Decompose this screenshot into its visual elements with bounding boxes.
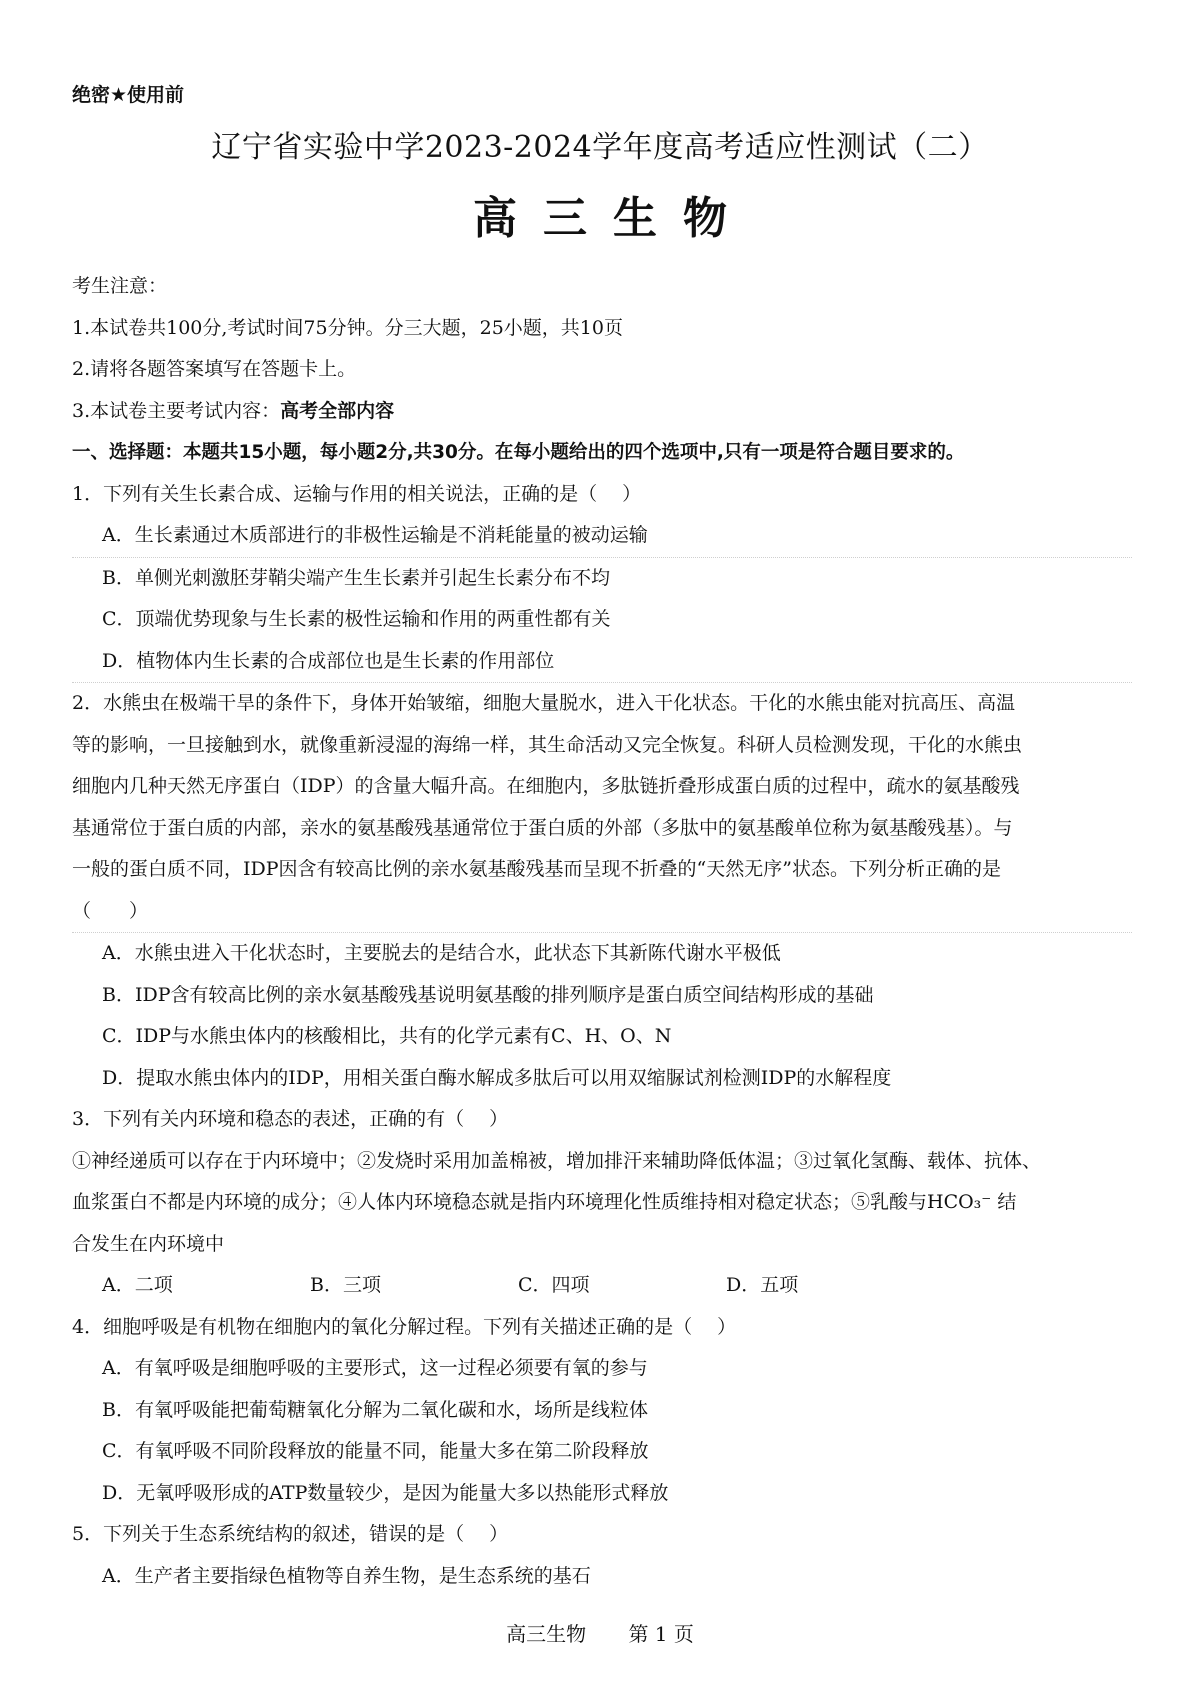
notice-item-3-prefix: 3.本试卷主要考试内容：: [72, 399, 281, 422]
question-4-option-c: C．有氧呼吸不同阶段释放的能量不同，能量大多在第二阶段释放: [102, 1440, 649, 1462]
confidential-mark: 绝密★使用前: [72, 84, 185, 106]
subject-title: 高三生物: [473, 193, 753, 244]
notice-heading: 考生注意：: [72, 275, 168, 297]
question-1-option-b: B．单侧光刺激胚芽鞘尖端产生生长素并引起生长素分布不均: [102, 566, 610, 589]
notice-item-1: 1.本试卷共100分,考试时间75分钟。分三大题，25小题，共10页: [72, 316, 623, 339]
question-2-option-d: D．提取水熊虫体内的IDP，用相关蛋白酶水解成多肽后可以用双缩脲试剂检测IDP的水解程度: [102, 1066, 892, 1089]
question-4-stem: 4．细胞呼吸是有机物在细胞内的氧化分解过程。下列有关描述正确的是（ ）: [72, 1315, 737, 1338]
question-3-body-line-3: 合发生在内环境中: [72, 1232, 225, 1255]
question-2-option-c: C．IDP与水熊虫体内的核酸相比，共有的化学元素有C、H、O、N: [102, 1025, 672, 1047]
question-2-stem-line-4: 基通常位于蛋白质的内部，亲水的氨基酸残基通常位于蛋白质的外部（多肽中的氨基酸单位称为氨基酸残基）。与: [72, 816, 1013, 839]
question-3-options: [72, 1265, 1132, 1307]
question-2-option-a: A．水熊虫进入干化状态时，主要脱去的是结合水，此状态下其新陈代谢水平极低: [102, 942, 781, 964]
question-4-option-b: B．有氧呼吸能把葡萄糖氧化分解为二氧化碳和水，场所是线粒体: [102, 1398, 648, 1421]
footer-subject: 高三生物: [506, 1622, 587, 1646]
question-3-body-line-1: ①神经递质可以存在于内环境中；②发烧时采用加盖棉被，增加排汗来辅助降低体温；③过氧化氢酶、载体、抗体、: [72, 1149, 1042, 1172]
question-2-option-b: B．IDP含有较高比例的亲水氨基酸残基说明氨基酸的排列顺序是蛋白质空间结构形成的基础: [102, 983, 874, 1006]
question-2-stem-line-5: 一般的蛋白质不同，IDP因含有较高比例的亲水氨基酸残基而呈现不折叠的“天然无序”状态。下列分析正确的是: [72, 858, 1001, 880]
question-1-option-d: D．植物体内生长素的合成部位也是生长素的作用部位: [72, 641, 1132, 684]
question-4-option-a: A．有氧呼吸是细胞呼吸的主要形式，这一过程必须要有氧的参与: [102, 1357, 648, 1379]
question-5-stem: 5．下列关于生态系统结构的叙述，错误的是（ ）: [72, 1523, 509, 1545]
question-2-stem-line-2: 等的影响，一旦接触到水，就像重新浸湿的海绵一样，其生命活动又完全恢复。科研人员检测发现，干化的水熊虫: [72, 733, 1023, 756]
question-1-stem: 1．下列有关生长素合成、运输与作用的相关说法，正确的是（ ）: [72, 482, 642, 505]
question-1-option-c: C．顶端优势现象与生长素的极性运输和作用的两重性都有关: [102, 608, 611, 630]
question-3-stem: 3．下列有关内环境和稳态的表述，正确的有（ ）: [72, 1108, 509, 1130]
notice-item-3: [72, 391, 1132, 433]
exam-content: [72, 266, 1132, 1597]
question-3-option-d: D．五项: [726, 1274, 799, 1296]
question-2-stem-line-3: 细胞内几种天然无序蛋白（IDP）的含量大幅升高。在细胞内，多肽链折叠形成蛋白质的过程中，疏水的氨基酸残: [72, 775, 1020, 797]
question-2-stem-line-1: 2．水熊虫在极端干旱的条件下，身体开始皱缩，细胞大量脱水，进入干化状态。干化的水熊虫能对抗高压、高温: [72, 692, 1016, 714]
page-footer: [0, 1618, 1200, 1647]
question-3-option-a: A．二项: [102, 1274, 173, 1296]
question-1-option-a: A．生长素通过木质部进行的非极性运输是不消耗能量的被动运输: [72, 515, 1132, 558]
footer-page-number: 第 1 页: [628, 1622, 694, 1646]
notice-item-3-bold: 高考全部内容: [280, 399, 395, 422]
notice-item-2: 2.请将各题答案填写在答题卡上。: [72, 358, 357, 380]
section-1-heading: 一、选择题：本题共15小题，每小题2分,共30分。在每小题给出的四个选项中,只有一项是符合题目要求的。: [72, 442, 965, 463]
question-5-option-a: A．生产者主要指绿色植物等自养生物，是生态系统的基石: [102, 1564, 591, 1587]
question-3-option-c: C．四项: [518, 1274, 590, 1296]
question-2-stem-line-6: （ ）: [72, 891, 1132, 934]
exam-title: 辽宁省实验中学2023-2024学年度高考适应性测试（二）: [211, 130, 989, 165]
question-3-option-b: B．三项: [310, 1274, 381, 1296]
question-4-option-d: D．无氧呼吸形成的ATP数量较少，是因为能量大多以热能形式释放: [102, 1481, 669, 1504]
question-3-body-line-2: 血浆蛋白不都是内环境的成分；④人体内环境稳态就是指内环境理化性质维持相对稳定状态；⑤乳酸与HCO₃⁻ 结: [72, 1191, 1017, 1213]
